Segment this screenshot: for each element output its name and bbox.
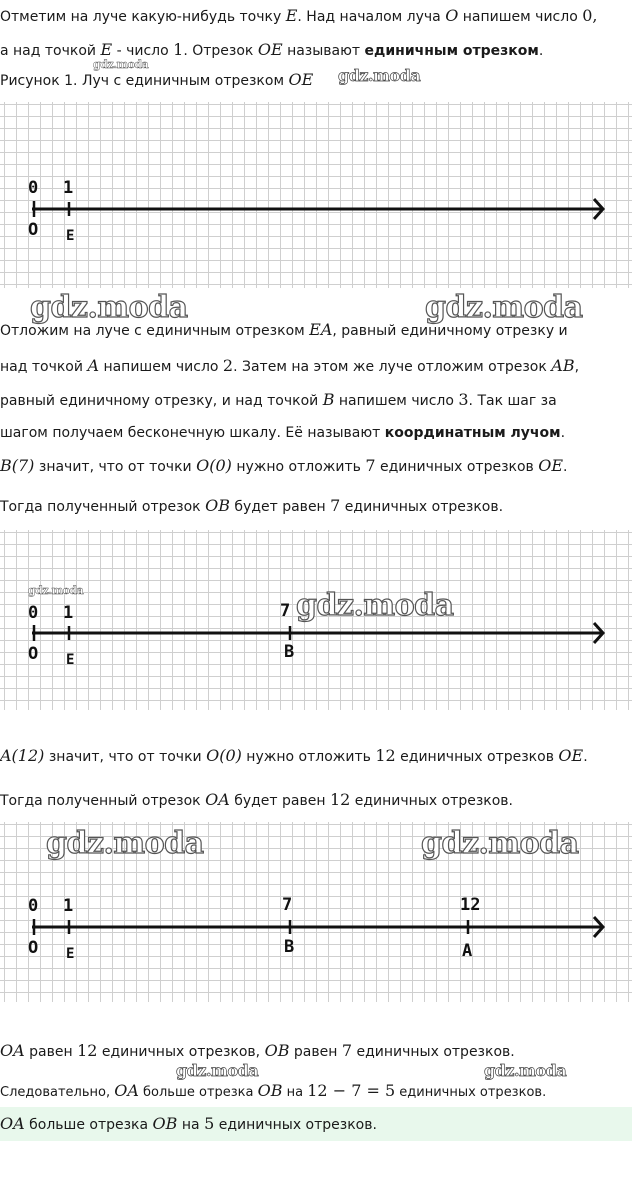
text: на	[177, 1117, 205, 1133]
math-twelve: 12	[329, 790, 351, 809]
math-OA: OA	[0, 1114, 25, 1133]
text: будет равен	[229, 499, 331, 515]
text: единичных отрезков.	[352, 1044, 515, 1060]
text: напишем число	[334, 393, 459, 409]
text: Тогда полученный отрезок	[0, 499, 206, 515]
text: , равный единичному отрезку и	[332, 323, 568, 339]
figure-1-coordinate-ray	[0, 102, 632, 288]
label-7: 7	[280, 601, 291, 621]
text: .	[538, 43, 544, 59]
text: нужно отложить	[241, 749, 376, 765]
text: . Над началом луча	[297, 9, 446, 25]
math-twelve: 12	[77, 1041, 98, 1060]
point-E-label: E	[66, 652, 75, 668]
para2-line-6	[0, 496, 503, 517]
term-coordinate-ray: координатным лучом	[384, 425, 561, 441]
text: единичных отрезков,	[97, 1044, 265, 1060]
label-0: 0	[28, 603, 39, 623]
watermark: gdz.moda	[30, 290, 188, 325]
math-OB: OB	[257, 1081, 283, 1100]
text: шагом получаем бесконечную шкалу. Её называют	[0, 425, 385, 441]
math-A12: A(12)	[0, 746, 45, 765]
math-seven: 7	[330, 496, 341, 515]
text: напишем число	[99, 359, 223, 375]
text: единичных отрезков	[375, 459, 539, 475]
label-1: 1	[63, 178, 74, 198]
math-OE: OE	[288, 70, 314, 89]
watermark: gdz.moda	[46, 826, 204, 861]
math-zero: 0,	[582, 6, 598, 25]
text: единичных отрезков.	[340, 499, 504, 515]
label-12: 12	[460, 895, 481, 915]
text: Рисунок 1. Луч с единичным отрезком	[0, 73, 289, 89]
para2-line-2	[0, 356, 579, 377]
math-OB: OB	[264, 1041, 290, 1060]
text: Отметим на луче какую-нибудь точку	[0, 9, 286, 25]
math-one: 1	[173, 40, 184, 59]
intro-line-1	[0, 6, 597, 27]
watermark: gdz.moda	[338, 66, 421, 85]
point-O-label: О	[28, 938, 39, 958]
label-0: 0	[28, 896, 39, 916]
math-five: 5	[204, 1114, 215, 1133]
watermark: gdz.moda	[484, 1061, 567, 1080]
conclusion-line-1	[0, 1041, 515, 1062]
text: . Отрезок	[183, 43, 258, 59]
math-expression: 12 − 7 = 5	[307, 1081, 396, 1100]
figure-3-grid	[0, 822, 632, 1002]
text: единичных отрезков.	[214, 1117, 377, 1133]
text: - число	[112, 43, 174, 59]
point-E-label: E	[66, 228, 75, 244]
point-B-label: B	[284, 937, 295, 957]
label-1: 1	[63, 896, 74, 916]
label-7: 7	[282, 895, 293, 915]
math-OA: OA	[205, 790, 230, 809]
text: .	[563, 459, 568, 475]
watermark: gdz.moda	[425, 290, 583, 325]
text: Тогда полученный отрезок	[0, 793, 206, 809]
math-EA: EA	[309, 320, 333, 339]
text: Отложим на луче с единичным отрезком	[0, 323, 310, 339]
text: называют	[282, 43, 365, 59]
math-OA: OA	[0, 1041, 25, 1060]
text: равен	[289, 1044, 342, 1060]
text: единичных отрезков	[395, 749, 559, 765]
text: значит, что от точки	[34, 459, 197, 475]
math-O0: O(0)	[206, 746, 242, 765]
text: .	[583, 749, 588, 765]
answer-line	[0, 1114, 377, 1135]
para2-line-1	[0, 320, 568, 341]
math-two: 2	[222, 356, 234, 375]
text: значит, что от точки	[44, 749, 207, 765]
math-seven: 7	[365, 456, 376, 475]
label-0: 0	[28, 178, 39, 198]
text: единичных отрезков.	[350, 793, 514, 809]
text: больше отрезка	[24, 1117, 153, 1133]
watermark: gdz.moda	[28, 584, 84, 597]
text: а над точкой	[0, 43, 101, 59]
point-A-label: A	[462, 941, 473, 961]
point-E-label: E	[66, 946, 75, 962]
math-three: 3	[458, 390, 469, 409]
term-unit-segment: единичным отрезком	[364, 43, 539, 59]
math-A: A	[87, 356, 99, 375]
text: нужно отложить	[231, 459, 366, 475]
intro-line-2	[0, 40, 543, 61]
math-O: O	[445, 6, 459, 25]
para2-line-4	[0, 423, 565, 443]
text: напишем число	[458, 9, 583, 25]
conclusion-line-2	[0, 1081, 546, 1103]
math-B7: B(7)	[0, 456, 35, 475]
figure-2-grid	[0, 530, 632, 710]
math-twelve: 12	[375, 746, 396, 765]
math-E: E	[285, 6, 298, 25]
text: .	[560, 425, 566, 441]
para2-line-5	[0, 456, 568, 477]
math-OE: OE	[538, 456, 564, 475]
answer-highlight	[0, 1107, 632, 1141]
watermark: gdz.moda	[421, 826, 579, 861]
text: . Так шаг за	[468, 393, 557, 409]
watermark: gdz.moda	[296, 588, 454, 623]
text: будет равен	[229, 793, 330, 809]
math-AB: AB	[551, 356, 575, 375]
math-OE: OE	[558, 746, 584, 765]
para2-line-3	[0, 390, 557, 411]
watermark: gdz.moda	[93, 58, 149, 71]
text: над точкой	[0, 359, 88, 375]
point-O-label: О	[28, 644, 39, 664]
text: единичных отрезков.	[395, 1085, 547, 1100]
para3-line-1	[0, 746, 588, 767]
point-B-label: B	[284, 642, 295, 662]
text: на	[282, 1085, 308, 1100]
math-OB: OB	[152, 1114, 178, 1133]
math-OA: OA	[114, 1081, 139, 1100]
text: Следовательно,	[0, 1085, 115, 1100]
math-seven: 7	[341, 1041, 353, 1060]
text: . Затем на этом же луче отложим отрезок	[233, 359, 552, 375]
figure-1-grid	[0, 102, 632, 288]
text: равный единичному отрезку, и над точкой	[0, 393, 323, 409]
math-E: E	[100, 40, 113, 59]
figure-caption	[0, 70, 313, 91]
para3-line-2	[0, 790, 513, 811]
math-B: B	[322, 390, 335, 409]
math-OB: OB	[205, 496, 230, 515]
text: больше отрезка	[138, 1085, 258, 1100]
point-O-label: О	[28, 220, 39, 240]
text: равен	[24, 1044, 78, 1060]
watermark: gdz.moda	[176, 1061, 259, 1080]
math-OE: OE	[257, 40, 283, 59]
math-O0: O(0)	[196, 456, 232, 475]
label-1: 1	[63, 603, 74, 623]
text: ,	[574, 359, 580, 375]
